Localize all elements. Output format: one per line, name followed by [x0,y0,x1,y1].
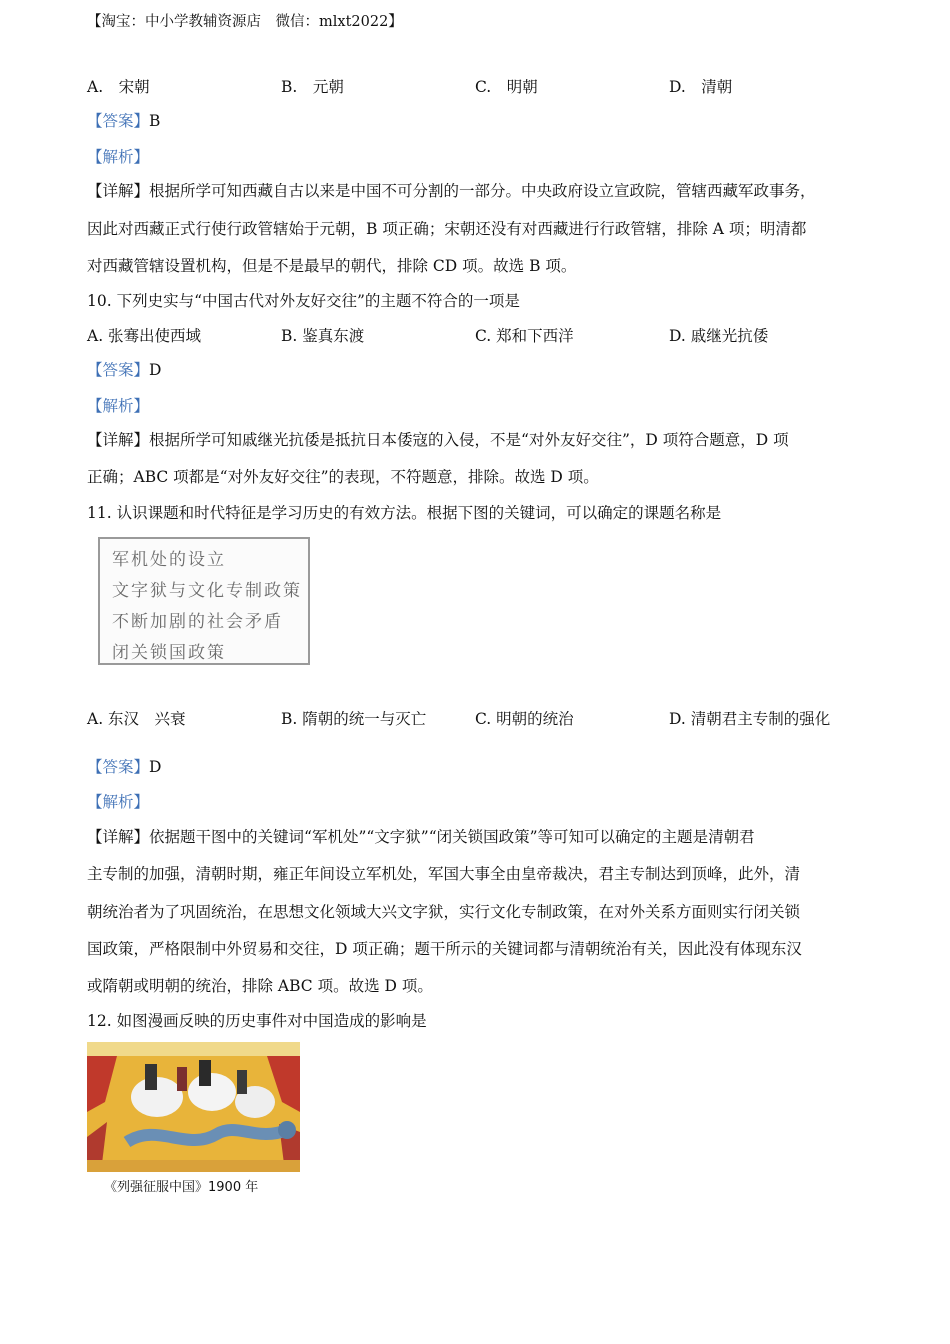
q9-option-c: C. 明朝 [475,78,538,96]
analysis-label: 【解析】 [87,397,150,415]
detail-label: 【详解】 [87,431,150,449]
q9-detail-text-1: 根据所学可知西藏自古以来是中国不可分割的一部分。中央政府设立宣政院，管辖西藏军政事务， [149,182,816,200]
q11-answer-value: D [149,758,162,776]
q9-detail-line-2: 因此对西藏正式行使行政管辖始于元朝，B 项正确；宋朝还没有对西藏进行行政管辖，排除 A 项；明清都 [87,220,807,238]
q11-option-b: B. 隋朝的统一与灭亡 [281,710,427,728]
q11-keyword-4: 闭关锁国政策 [112,643,226,663]
q12-cartoon-image [87,1042,300,1172]
q11-keyword-figure [98,537,310,665]
q10-option-d: D. 戚继光抗倭 [669,327,769,345]
q10-option-b: B. 鉴真东渡 [281,327,365,345]
q11-stem: 11. 认识课题和时代特征是学习历史的有效方法。根据下图的关键词，可以确定的课题名称是 [87,504,722,522]
q10-answer [87,360,161,380]
q11-option-a: A. 东汉 兴衰 [87,710,186,728]
q11-keyword-2: 文字狱与文化专制政策 [112,581,302,601]
q11-keyword-3: 不断加剧的社会矛盾 [112,612,283,632]
q11-option-d: D. 清朝君主专制的强化 [669,710,831,728]
analysis-label: 【解析】 [87,148,150,166]
q12-caption: 《列强征服中国》1900 年 [104,1180,259,1195]
q9-detail-line-1 [87,181,816,201]
answer-label: 【答案】 [87,112,150,130]
q11-answer [87,757,161,777]
q10-detail-line-1 [87,430,789,450]
q9-analysis [87,147,149,167]
q10-detail-line-2: 正确；ABC 项都是“对外友好交往”的表现，不符题意，排除。故选 D 项。 [87,468,599,486]
answer-label: 【答案】 [87,361,150,379]
q11-detail-line-5: 或隋朝或明朝的统治，排除 ABC 项。故选 D 项。 [87,977,433,995]
q11-detail-line-4: 国政策，严格限制中外贸易和交往，D 项正确；题干所示的关键词都与清朝统治有关，因此没有体现东汉 [87,940,802,958]
detail-label: 【详解】 [87,828,150,846]
q9-option-a: A. 宋朝 [87,78,150,96]
answer-label: 【答案】 [87,758,150,776]
q9-answer-value: B [149,112,161,130]
q11-detail-text-1: 依据题干图中的关键词“军机处”“文字狱”“闭关锁国政策”等可知可以确定的主题是清朝君 [149,828,755,846]
detail-label: 【详解】 [87,182,150,200]
q11-detail-line-1 [87,827,755,847]
q11-analysis [87,792,149,812]
q10-detail-text-1: 根据所学可知戚继光抗倭是抵抗日本倭寇的入侵，不是“对外友好交往”，D 项符合题意，D 项 [149,431,789,449]
q10-analysis [87,396,149,416]
q11-detail-line-3: 朝统治者为了巩固统治，在思想文化领域大兴文字狱，实行文化专制政策，在对外关系方面则实行闭关锁 [87,903,801,921]
q11-keyword-1: 军机处的设立 [112,550,226,570]
q10-option-c: C. 郑和下西洋 [475,327,574,345]
q11-option-c: C. 明朝的统治 [475,710,574,728]
q9-option-d: D. 清朝 [669,78,733,96]
q10-option-a: A. 张骞出使西域 [87,327,202,345]
q10-answer-value: D [149,361,162,379]
q12-stem: 12. 如图漫画反映的历史事件对中国造成的影响是 [87,1012,427,1030]
page-header: 【淘宝：中小学教辅资源店 微信：mlxt2022】 [87,14,403,30]
q9-detail-line-3: 对西藏管辖设置机构，但是不是最早的朝代，排除 CD 项。故选 B 项。 [87,257,577,275]
q9-option-b: B. 元朝 [281,78,344,96]
q9-answer [87,111,160,131]
analysis-label: 【解析】 [87,793,150,811]
q10-stem: 10. 下列史实与“中国古代对外友好交往”的主题不符合的一项是 [87,292,520,310]
q11-detail-line-2: 主专制的加强，清朝时期，雍正年间设立军机处，军国大事全由皇帝裁决，君主专制达到顶峰，此外，清 [87,865,801,883]
